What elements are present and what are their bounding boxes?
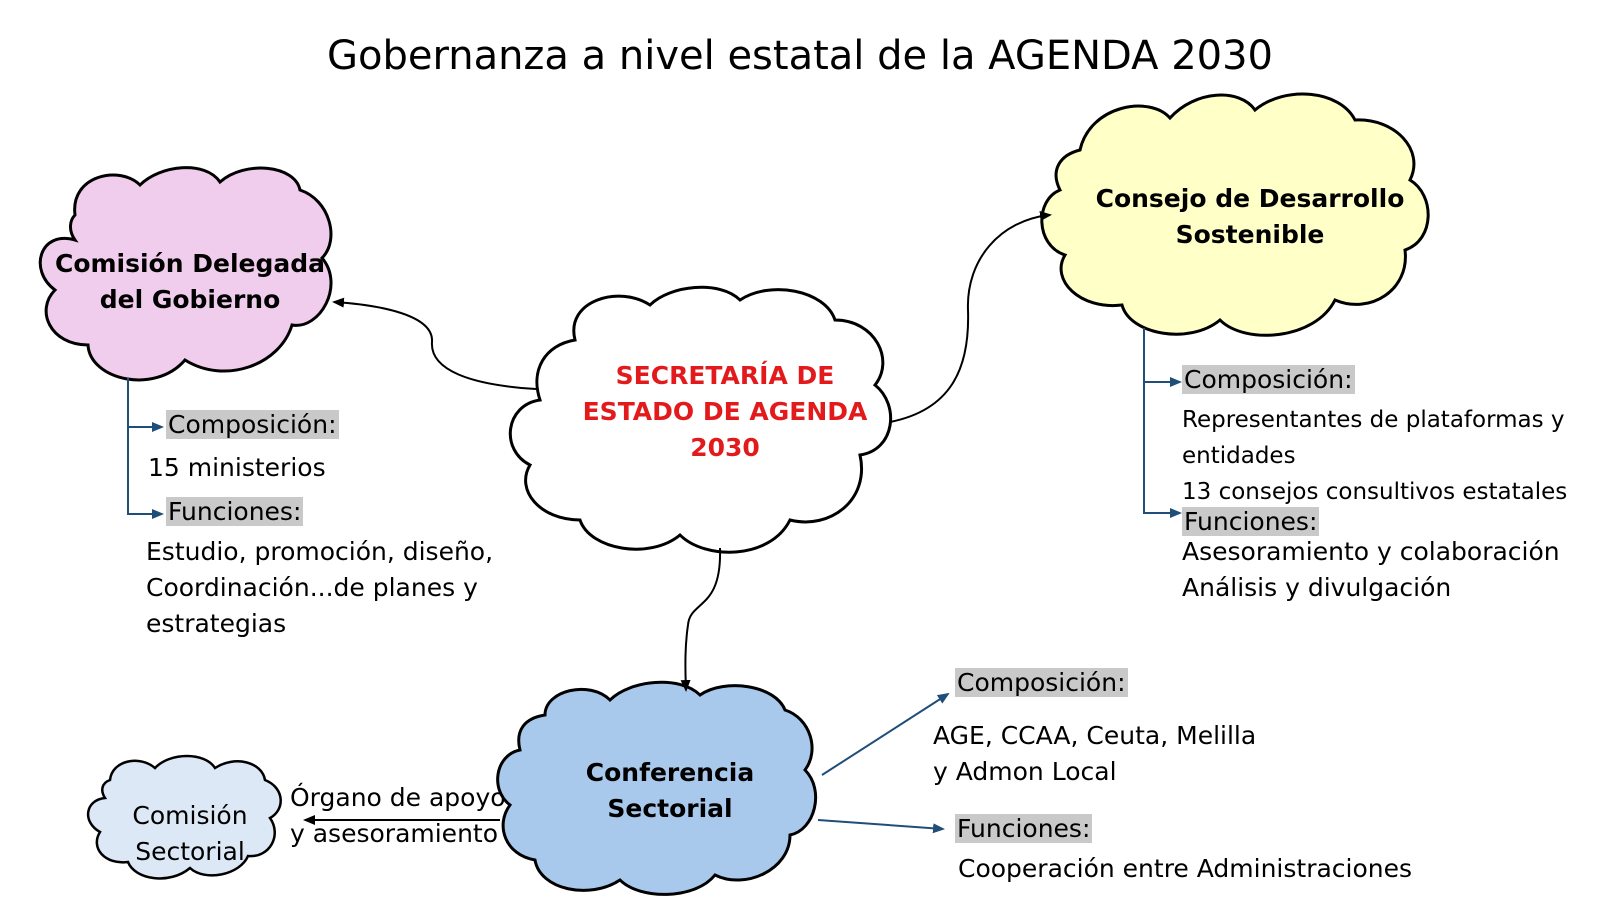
comision-sectorial-label <box>100 798 280 870</box>
arrow-center-to-comision-delegada <box>334 302 536 389</box>
arrow-cs-composicion <box>1144 328 1180 382</box>
conferencia-label <box>535 755 805 827</box>
cs-funciones-line: Asesoramiento y colaboración <box>1182 537 1560 566</box>
cf-funciones-label <box>955 811 1092 847</box>
arrow-center-to-consejo <box>890 215 1050 422</box>
arrow-cs-funciones <box>1144 382 1180 513</box>
cf-funciones-text <box>958 851 1412 887</box>
cs-funciones-line: Análisis y divulgación <box>1182 573 1452 602</box>
cf-apoyo-line: Órgano de apoyo <box>290 783 506 812</box>
cf-composicion-label-text: Composición: <box>957 668 1126 697</box>
conferencia-label-line: Sectorial <box>607 794 733 823</box>
center-label-line: ESTADO DE AGENDA <box>582 397 868 426</box>
arrow-center-to-conferencia <box>685 548 720 690</box>
cd-composicion-line: 15 ministerios <box>148 453 326 482</box>
cd-funciones-text <box>146 534 493 642</box>
arrow-cd-composicion <box>128 378 162 427</box>
cf-funciones-line: Cooperación entre Administraciones <box>958 854 1413 883</box>
cs-composicion-line: Representantes de plataformas y <box>1182 407 1565 433</box>
consejo-label-line: Consejo de Desarrollo <box>1095 184 1405 213</box>
center-label <box>560 358 890 466</box>
cf-funciones-label-text: Funciones: <box>957 814 1091 843</box>
consejo-label <box>1080 181 1420 253</box>
arrow-cf-composicion <box>822 694 948 775</box>
cd-funciones-line: Estudio, promoción, diseño, <box>146 537 494 566</box>
cs-composicion-line: 13 consejos consultivos estatales <box>1182 479 1568 505</box>
conferencia-label-line: Conferencia <box>585 758 755 787</box>
cd-composicion-label <box>166 407 339 443</box>
arrow-cf-funciones <box>818 820 943 829</box>
page-title: Gobernanza a nivel estatal de la AGENDA 2030 <box>327 33 1273 79</box>
cs-composicion-label <box>1182 362 1355 398</box>
comision-delegada-label-line: Comisión Delegada <box>54 249 326 278</box>
center-label-line: SECRETARÍA DE <box>615 361 835 390</box>
cs-composicion-line: entidades <box>1182 443 1296 469</box>
cd-funciones-label-text: Funciones: <box>168 497 302 526</box>
cd-funciones-line: estrategias <box>146 609 287 638</box>
center-label-line: 2030 <box>690 433 760 462</box>
cd-funciones-label <box>166 494 303 530</box>
cf-composicion-text <box>933 718 1256 790</box>
cs-composicion-label-text: Composición: <box>1184 365 1353 394</box>
comision-sectorial-label-line: Comisión <box>132 801 248 830</box>
cd-composicion-text <box>148 450 326 486</box>
cf-composicion-line: AGE, CCAA, Ceuta, Melilla <box>933 721 1257 750</box>
cs-funciones-label-text: Funciones: <box>1184 507 1318 536</box>
comision-sectorial-label-line: Sectorial <box>135 837 245 866</box>
comision-delegada-label <box>40 246 340 318</box>
comision-delegada-label-line: del Gobierno <box>99 285 281 314</box>
cf-composicion-label <box>955 665 1128 701</box>
cs-composicion-text <box>1182 402 1567 510</box>
consejo-label-line: Sostenible <box>1175 220 1325 249</box>
cf-apoyo-text <box>290 780 506 852</box>
cd-funciones-line: Coordinación...de planes y <box>146 573 478 602</box>
cd-composicion-label-text: Composición: <box>168 410 337 439</box>
cf-apoyo-line: y asesoramiento <box>290 819 499 848</box>
cf-composicion-line: y Admon Local <box>933 757 1117 786</box>
cs-funciones-text <box>1182 534 1560 606</box>
